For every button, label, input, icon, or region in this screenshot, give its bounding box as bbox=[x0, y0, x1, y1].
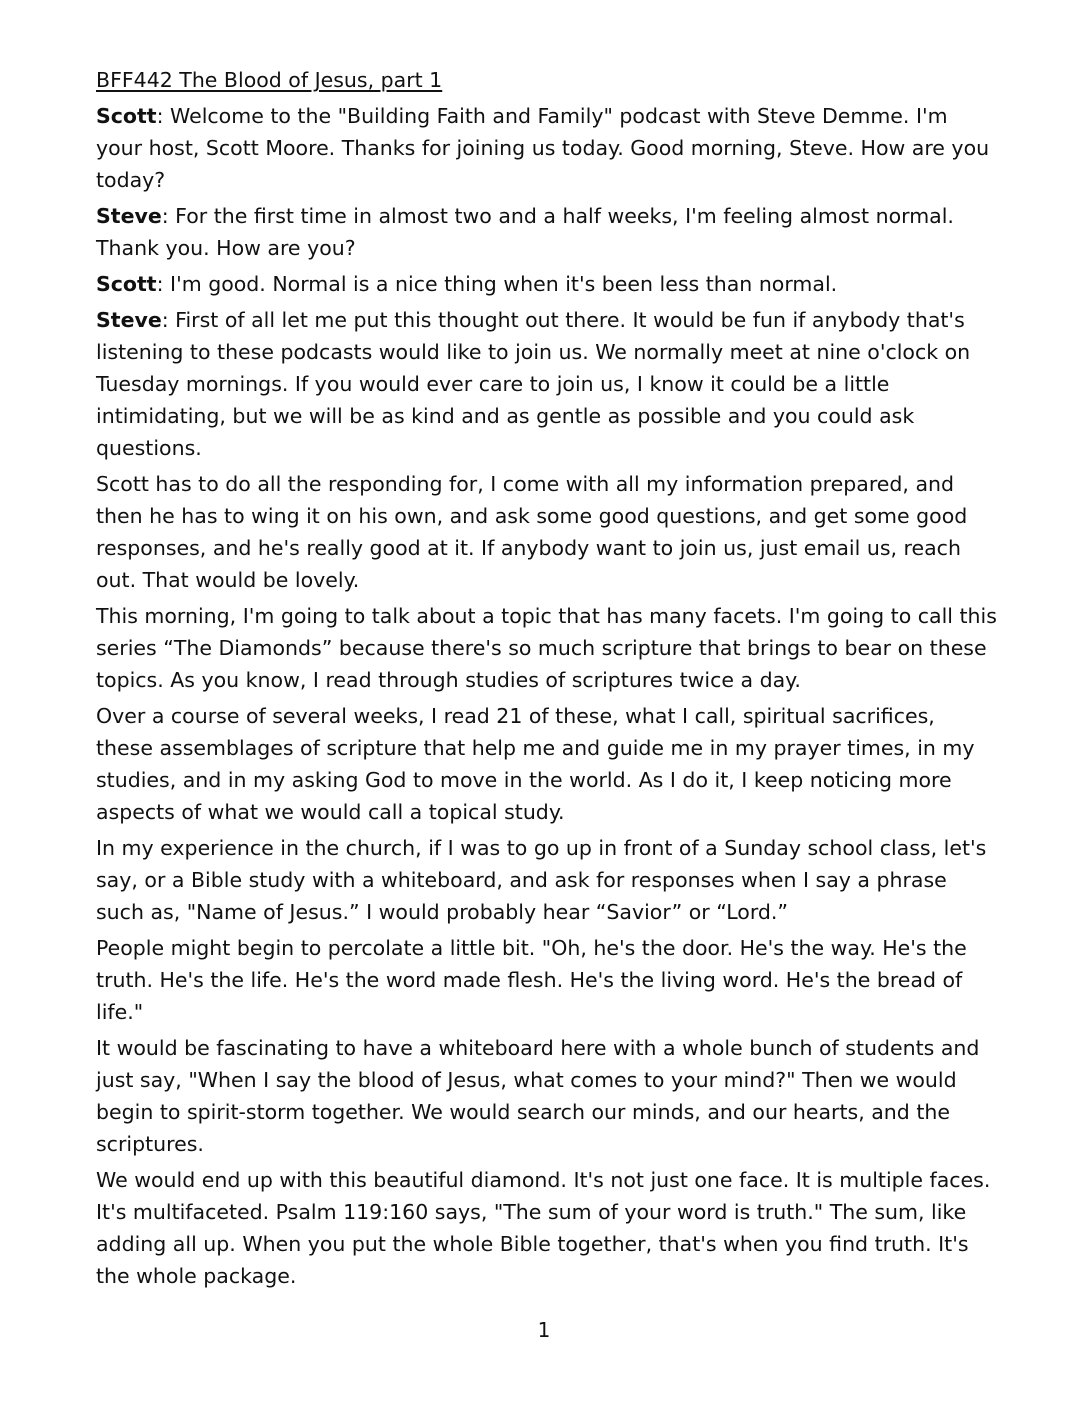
page-number: 1 bbox=[537, 1318, 551, 1342]
transcript-paragraph bbox=[96, 200, 998, 264]
transcript-paragraph bbox=[96, 700, 998, 828]
transcript-paragraph bbox=[96, 932, 998, 1028]
transcript-paragraph bbox=[96, 1164, 998, 1292]
paragraph-text: Over a course of several weeks, I read 21 of these, what I call, spiritual sacrifices, these assemblages of scripture that help me and guide me in my prayer times, in my studies, and in my asking God to move in the world. As I do it, I keep noticing more aspects of what we would call a topical study. bbox=[96, 704, 975, 824]
paragraph-text: : I'm good. Normal is a nice thing when it's been less than normal. bbox=[156, 272, 838, 296]
paragraph-text: Scott has to do all the responding for, I come with all my information prepared, and then he has to wing it on his own, and ask some good questions, and get some good responses, and he's really good at it. If anybody want to join us, just email us, reach out. That would be lovely. bbox=[96, 472, 968, 592]
transcript-paragraph bbox=[96, 600, 998, 696]
paragraph-text: This morning, I'm going to talk about a topic that has many facets. I'm going to call this series “The Diamonds” because there's so much scripture that brings to bear on these topics. As you know, I read through studies of scriptures twice a day. bbox=[96, 604, 997, 692]
paragraph-text: : Welcome to the "Building Faith and Family" podcast with Steve Demme. I'm your host, Scott Moore. Thanks for joining us today. Good morning, Steve. How are you today? bbox=[96, 104, 990, 192]
transcript-paragraph bbox=[96, 1032, 998, 1160]
transcript-paragraph bbox=[96, 268, 998, 300]
paragraph-text: : First of all let me put this thought out there. It would be fun if anybody that's listening to these podcasts would like to join us. We normally meet at nine o'clock on Tuesday mornings. If you would ever care to join us, I know it could be a little intimidating, but we will be as kind and as gentle as possible and you could ask questions. bbox=[96, 308, 971, 460]
paragraph-text: People might begin to percolate a little bit. "Oh, he's the door. He's the way. He's the truth. He's the life. He's the word made flesh. He's the living word. He's the bread of life." bbox=[96, 936, 967, 1024]
speaker-name: Scott bbox=[96, 104, 157, 128]
paragraph-text: In my experience in the church, if I was to go up in front of a Sunday school class, let's say, or a Bible study with a whiteboard, and ask for responses when I say a phrase such as, "Name of Jesus.” I would probably hear “Savior” or “Lord.” bbox=[96, 836, 987, 924]
paragraph-text: It would be fascinating to have a whiteboard here with a whole bunch of students and just say, "When I say the blood of Jesus, what comes to your mind?" Then we would begin to spirit-storm together. We would search our minds, and our hearts, and the scriptures. bbox=[96, 1036, 980, 1156]
transcript-paragraph bbox=[96, 832, 998, 928]
transcript-paragraph bbox=[96, 304, 998, 464]
speaker-name: Scott bbox=[96, 272, 157, 296]
transcript-body bbox=[96, 64, 998, 1296]
paragraph-text: : For the first time in almost two and a half weeks, I'm feeling almost normal. Thank you. How are you? bbox=[96, 204, 954, 260]
speaker-name: Steve bbox=[96, 308, 162, 332]
transcript-paragraph bbox=[96, 100, 998, 196]
document-title: BFF442 The Blood of Jesus, part 1 bbox=[96, 68, 443, 92]
transcript-paragraph bbox=[96, 468, 998, 596]
speaker-name: Steve bbox=[96, 204, 162, 228]
paragraph-text: We would end up with this beautiful diamond. It's not just one face. It is multiple faces. It's multifaceted. Psalm 119:160 says, "The sum of your word is truth." The sum, like adding all up. When you put the whole Bible together, that's when you find truth. It's the whole package. bbox=[96, 1168, 991, 1288]
